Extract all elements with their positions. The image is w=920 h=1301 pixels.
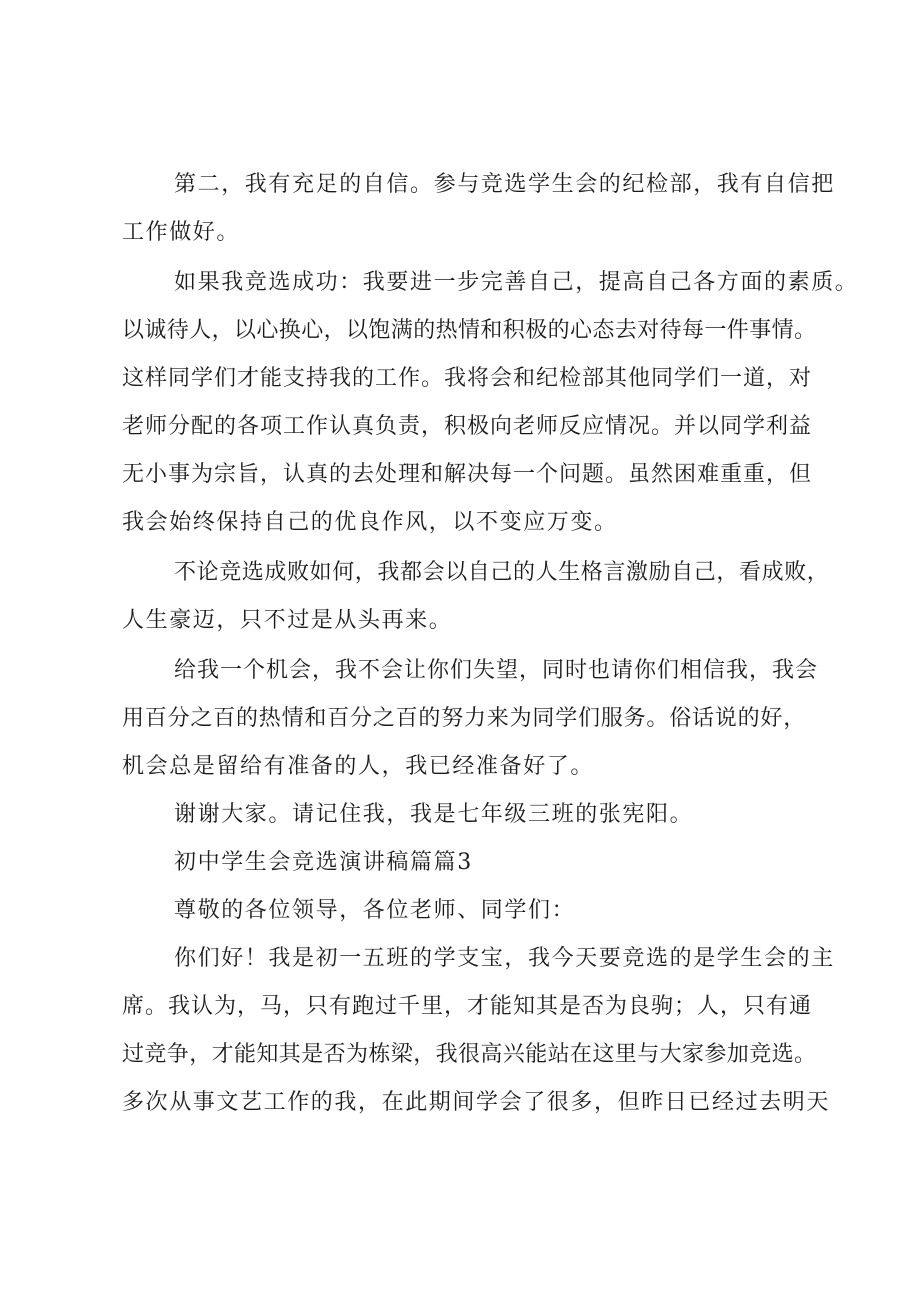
paragraph-line: 过竞争，才能知其是否为栋梁，我很高兴能站在这里与大家参加竞选。 <box>122 1042 817 1067</box>
paragraph-line: 以诚待人，以心换心，以饱满的热情和积极的心态去对待每一件事情。 <box>122 318 817 343</box>
paragraph-line: 不论竞选成败如何，我都会以自己的人生格言激励自己，看成败， <box>174 560 830 585</box>
paragraph-line: 给我一个机会，我不会让你们失望，同时也请你们相信我，我会 <box>174 658 819 683</box>
paragraph-line: 老师分配的各项工作认真负责，积极向老师反应情况。并以同学利益 <box>122 414 813 439</box>
paragraph-line: 工作做好。 <box>122 220 241 245</box>
paragraph-line: 用百分之百的热情和百分之百的努力来为同学们服务。俗话说的好， <box>122 706 807 731</box>
paragraph-line: 人生豪迈，只不过是从头再来。 <box>122 608 453 633</box>
paragraph-line: 这样同学们才能支持我的工作。我将会和纪检部其他同学们一道，对 <box>122 366 813 391</box>
paragraph-line: 如果我竞选成功：我要进一步完善自己，提高自己各方面的素质。 <box>174 270 859 295</box>
paragraph-line: 机会总是留给有准备的人，我已经准备好了。 <box>122 754 595 779</box>
paragraph-line: 我会始终保持自己的优良作风，以不变应万变。 <box>122 510 618 535</box>
heading-line: 初中学生会竞选演讲稿篇篇3 <box>174 850 473 875</box>
paragraph-line: 尊敬的各位领导，各位老师、同学们： <box>174 898 576 923</box>
paragraph-line: 无小事为宗旨，认真的去处理和解决每一个问题。虽然困难重重，但 <box>122 462 813 487</box>
paragraph-line: 谢谢大家。请记住我，我是七年级三班的张宪阳。 <box>174 802 694 827</box>
paragraph-line: 第二，我有充足的自信。参与竞选学生会的纪检部，我有自信把 <box>174 172 835 197</box>
paragraph-line: 席。我认为，马，只有跑过千里，才能知其是否为良驹；人，只有通 <box>122 994 813 1019</box>
paragraph-line: 多次从事文艺工作的我，在此期间学会了很多，但昨日已经过去明天 <box>122 1090 831 1115</box>
paragraph-line: 你们好！我是初一五班的学支宝，我今天要竞选的是学生会的主 <box>174 946 835 971</box>
